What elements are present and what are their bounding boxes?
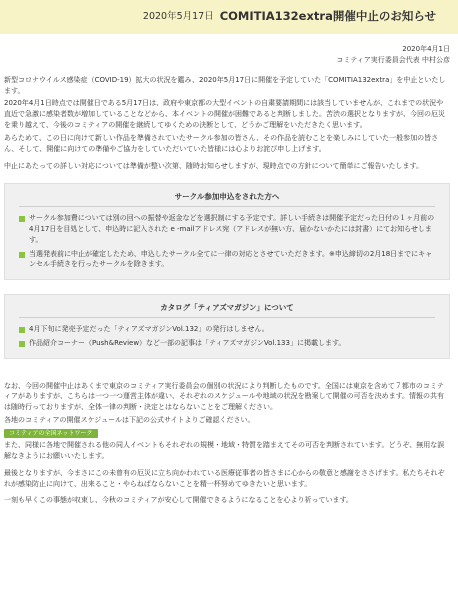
comitia-network-link[interactable]: コミティアの全国ネットワーク <box>4 429 98 438</box>
page-title: COMITIA132extra開催中止のお知らせ <box>219 9 436 24</box>
box-title: カタログ「ティアズマガジン」について <box>19 298 435 318</box>
list-item <box>19 324 435 335</box>
event-date: 2020年5月17日 <box>142 10 214 22</box>
list-item-text: 当選発表前に中止が確定したため、申込したサークル全てに一律の対応とさせていただきます。※申込締切の2月18日までにキャンセル手続きを行ったサークルを除きます。 <box>29 249 433 269</box>
closing-paragraph: 一刻も早くこの事態が収束し、今秋のコミティアが安心して開催できるようになることを心より祈っています。 <box>4 496 353 505</box>
box-title: サークル参加申込をされた方へ <box>19 187 435 207</box>
closing-paragraph: また、同様に各地で開催される他の同人イベントもそれぞれの規模・地域・特質を踏まえてその可否を判断されています。どうぞ、無用な誤解なきようにお願いいたします。 <box>4 440 445 460</box>
author: コミティア実行委員会代表 中村公彦 <box>336 55 450 64</box>
catalog-info-box <box>4 294 450 358</box>
list-item <box>19 338 435 349</box>
list-item <box>19 249 435 271</box>
intro-paragraph: 新型コロナウイルス感染症（COVID-19）拡大の状況を鑑み、2020年5月17日に開催を予定していた「COMITIA132extra」を中止といたします。 <box>4 75 446 95</box>
closing-paragraph: 各地のコミティアの開催スケジュールは下記の公式サイトよりご確認ください。 <box>4 416 255 425</box>
closing-paragraph: 最後となりますが、今まさにこの未曾有の厄災に立ち向かわれている医療従事者の皆さまに心からの敬意と感謝をささげます。私たちそれぞれが感染防止に向けて、出来ること・やらねばならないことを精一杯努めてゆきたいと思います。 <box>4 468 445 488</box>
circle-info-box <box>4 183 450 280</box>
publish-date: 2020年4月1日 <box>402 45 450 53</box>
bullet-icon <box>19 327 25 333</box>
bullet-icon <box>19 252 25 258</box>
intro-paragraph: あらためて、この日に向けて新しい作品を準備されていたサークル参加の皆さん、その作品を読むことを楽しみにしていた一般参加の皆さん、そして、開催に向けての準備やご協力をしていただいていた皆様には心よりお詫び申し上げます。 <box>4 133 439 153</box>
article-body <box>4 42 450 508</box>
list-item-text: 作品紹介コーナー（Push&Review）など一部の記事は「ティアズマガジンVol.133」に掲載します。 <box>29 338 346 347</box>
closing-paragraph: なお、今回の開催中止はあくまで東京のコミティア実行委員会の個別の状況により判断したものです。全国には東京を含めて７都市のコミティアがありますが、こちらは一つ一つ運営主体が違い、それぞれのスケジュールや地域の状況を勘案して開催の可否を決めます。情報の共有は随時行っておりますが、全体一律の判断・決定とはならないことをご理解ください。 <box>4 381 445 412</box>
list-item-text: 4月下旬に発売予定だった「ティアズマガジンVol.132」の発行はしません。 <box>29 324 269 333</box>
list-item <box>19 213 435 246</box>
intro-paragraph: 中止にあたっての詳しい対応については準備が整い次第、随時お知らせしますが、現時点での方針について簡単にご報告いたします。 <box>4 161 423 170</box>
title-bar <box>0 0 458 34</box>
list-item-text: サークル参加費については別の回への振替や返金などを選択制にする予定です。詳しい手続きは開催予定だった日付の１ヶ月前の4月17日を目処として、申込時に記入された e -mailアドレス宛（アドレスが無い方、届かないかたには封書）にてお知らせします。 <box>29 214 435 244</box>
bullet-icon <box>19 341 25 347</box>
bullet-icon <box>19 216 25 222</box>
intro-paragraph: 2020年4月1日時点では開催日である5月17日は、政府や東京都の大型イベントの自粛要請期間には該当していませんが、これまでの状況や直近で急激に感染者数が増加していることなどから、本イベントの開催が困難であると判断しました。苦渋の選択となりますが、今回の厄災を乗り越えて、今後のコミティアの開催を継続してゆくための決断として、どうかご理解をいただきたく思います。 <box>4 99 445 130</box>
